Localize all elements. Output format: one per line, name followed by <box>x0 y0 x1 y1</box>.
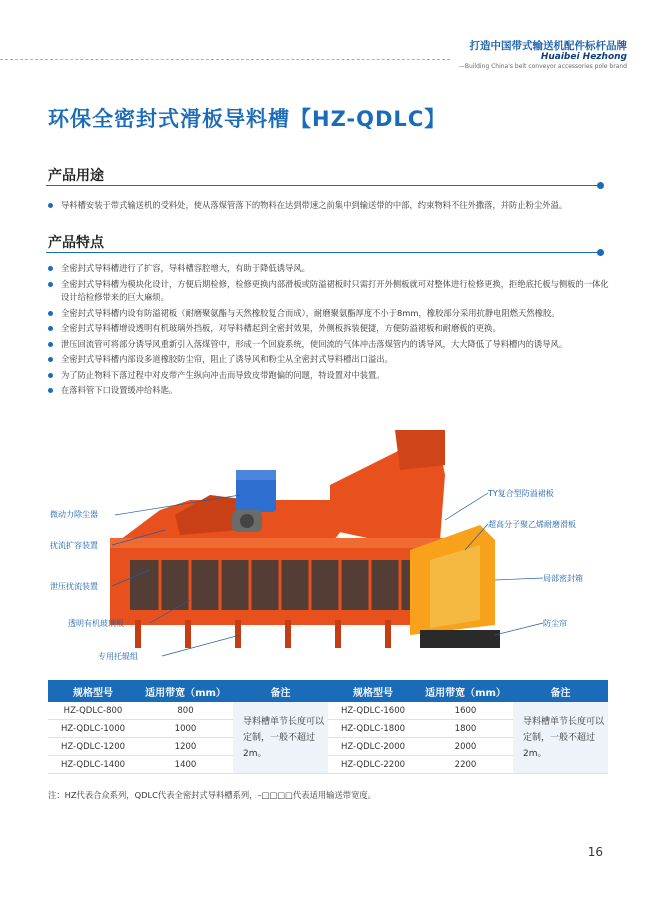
cell-note: 导料槽单节长度可以定制，一般不超过2m。 <box>233 702 328 774</box>
callout-skirt-board: TY复合型防溢裙板 <box>488 489 554 498</box>
bullet-dot <box>48 373 53 378</box>
bullet-dot <box>48 357 53 362</box>
callout-wear-slide: 超高分子聚乙烯耐磨滑板 <box>488 520 576 529</box>
usage-heading: 产品用途 <box>48 168 104 184</box>
callout-dust-curtain: 防尘帘 <box>543 619 567 628</box>
callout-seal-box: 局部密封箱 <box>543 574 583 583</box>
feature-item: 全密封式导料槽为模块化设计，方便后期检修，检修更换内部滑板或防溢裙板时只需打开外侧板就可对整体进行检修更换，拒绝底托板与侧板的一体化设计给检修带来的巨大麻烦。 <box>48 278 610 305</box>
callout-dust-remover: 微动力除尘器 <box>50 510 98 519</box>
usage-list <box>48 199 610 215</box>
callout-glass-panel: 透明有机玻璃板 <box>68 619 124 628</box>
header-divider <box>0 59 450 60</box>
cell-model: HZ-QDLC-1200 <box>48 738 138 756</box>
cell-width: 1200 <box>138 738 233 756</box>
features-heading-rule <box>46 252 600 253</box>
features-heading: 产品特点 <box>48 235 104 251</box>
feature-item: 全密封式导料槽内设有防溢裙板（耐磨聚氨酯与天然橡胶复合而成），耐磨聚氨酯厚度不小于8mm，橡胶部分采用抗静电阻燃天然橡胶。 <box>48 307 610 321</box>
cell-width: 1400 <box>138 756 233 774</box>
bullet-dot <box>48 326 53 331</box>
bullet-dot <box>48 388 53 393</box>
cell-width: 1000 <box>138 720 233 738</box>
cell-model: HZ-QDLC-2200 <box>328 756 418 774</box>
cell-width: 1600 <box>418 702 513 720</box>
callout-pressure-relief: 泄压扰流装置 <box>50 582 98 591</box>
bullet-dot <box>48 282 53 287</box>
header-model: 规格型号 <box>48 680 138 702</box>
page-number: 16 <box>587 845 603 859</box>
cell-model: HZ-QDLC-1000 <box>48 720 138 738</box>
callout-expansion-device: 扰流扩容装置 <box>50 541 98 550</box>
bullet-dot <box>48 203 53 208</box>
cell-width: 800 <box>138 702 233 720</box>
table-row <box>48 702 608 720</box>
usage-item: 导料槽安装于带式输送机的受料处，使从落煤管落下的物料在达到带速之前集中到输送带的中部，约束物料不往外撒落，并防止粉尘外溢。 <box>48 199 610 213</box>
cell-model: HZ-QDLC-800 <box>48 702 138 720</box>
cell-width: 2000 <box>418 738 513 756</box>
cell-model: HZ-QDLC-1800 <box>328 720 418 738</box>
cell-width: 2200 <box>418 756 513 774</box>
cell-model: HZ-QDLC-1600 <box>328 702 418 720</box>
spec-table <box>48 680 608 774</box>
header-belt-width: 适用带宽（mm） <box>418 680 513 702</box>
header-note: 备注 <box>233 680 328 702</box>
footnote: 注：HZ代表合众系列，QDLC代表全密封式导料槽系列，–□□□□代表适用输送带宽度。 <box>48 790 376 800</box>
feature-item: 为了防止物料下落过程中对皮带产生纵向冲击而导致皮带跑偏的问题，特设置对中装置。 <box>48 369 610 383</box>
spec-table-header <box>48 680 608 702</box>
features-rule-dot <box>597 249 604 256</box>
machine-drawing <box>0 430 659 670</box>
brand-slogan-cn: 打造中国带式输送机配件标杆品牌 <box>469 40 627 52</box>
page-title: 环保全密封式滑板导料槽【HZ-QDLC】 <box>48 107 447 131</box>
feature-item: 全密封式导料槽增设透明有机玻璃外挡板，对导料槽起到全密封效果，外侧板拆装便捷，方便防溢裙板和耐磨板的更换。 <box>48 322 610 336</box>
feature-item: 泄压回流管可将部分诱导风重新引入落煤管中，形成一个回旋系统，使回流的气体冲击落煤管内的诱导风，大大降低了导料槽内的诱导风。 <box>48 338 610 352</box>
cell-width: 1800 <box>418 720 513 738</box>
cell-model: HZ-QDLC-1400 <box>48 756 138 774</box>
usage-heading-rule <box>46 185 600 186</box>
usage-rule-dot <box>597 182 604 189</box>
bullet-dot <box>48 311 53 316</box>
product-illustration <box>0 430 659 670</box>
brand-name-en: Huaibei Hezhong <box>540 52 627 62</box>
cell-model: HZ-QDLC-2000 <box>328 738 418 756</box>
feature-item: 在落料管下口设置缓冲给料匙。 <box>48 384 610 398</box>
bullet-dot <box>48 342 53 347</box>
feature-item: 全密封式导料槽进行了扩容，导料槽容腔增大，有助于降低诱导风。 <box>48 262 610 276</box>
bullet-dot <box>48 266 53 271</box>
header-note: 备注 <box>513 680 608 702</box>
features-list <box>48 262 610 400</box>
callout-idler-group: 专用托辊组 <box>98 652 138 661</box>
brand-slogan-en: —Building China's belt conveyor accessories pole brand <box>458 63 627 70</box>
cell-note: 导料槽单节长度可以定制，一般不超过2m。 <box>513 702 608 774</box>
header-belt-width: 适用带宽（mm） <box>138 680 233 702</box>
header-model: 规格型号 <box>328 680 418 702</box>
feature-item: 全密封式导料槽内部设多道橡胶防尘帘，阻止了诱导风和粉尘从全密封式导料槽出口溢出。 <box>48 353 610 367</box>
